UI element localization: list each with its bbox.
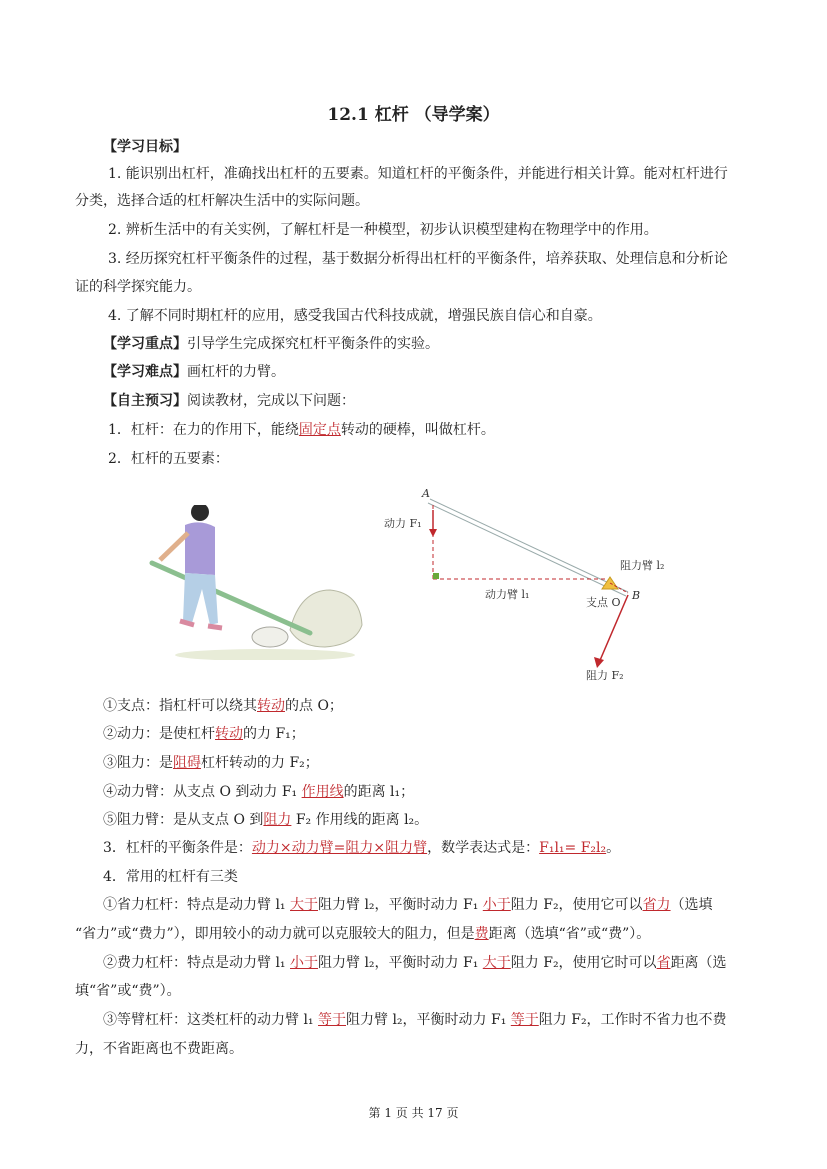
objective-3a: 3. 经历探究杠杆平衡条件的过程，基于数据分析得出杠杆的平衡条件，培养获取、处理信息和分析论 <box>108 251 728 267</box>
label-resist-arm: 阻力臂 l₂ <box>620 559 665 572</box>
difficulty-text: 画杠杆的力臂。 <box>187 364 285 380</box>
element-3 <box>103 753 319 773</box>
element-1 <box>103 696 343 716</box>
e4-text-2: 的距离 l₁； <box>343 784 415 800</box>
c2-text-d: 距离（选 <box>670 955 727 971</box>
lever-bar <box>152 563 310 633</box>
label-effort-arm: 动力臂 l₁ <box>485 588 530 601</box>
c3-text-c: 阻力 F₂，工作时不省力也不费 <box>538 1012 727 1028</box>
c2-answer-3: 省 <box>656 955 671 971</box>
e3-text-2: 杠杆转动的力 F₂； <box>201 755 319 771</box>
objective-2: 2. 辨析生活中的有关实例，了解杠杆是一种模型，初步认识模型建构在物理学中的作用。 <box>108 222 658 238</box>
preview-text: 阅读教材，完成以下问题： <box>187 393 355 409</box>
c1-answer-4: 费 <box>474 926 489 942</box>
key-point <box>103 334 439 354</box>
e4-answer: 作用线 <box>301 784 344 800</box>
class-2-line-1 <box>103 953 727 973</box>
e5-answer: 阻力 <box>263 812 292 828</box>
q3-text-2: ，数学表达式是： <box>427 840 540 856</box>
c1-answer-1: 大于 <box>290 897 318 913</box>
question-2: 2．杠杆的五要素： <box>108 451 229 467</box>
element-4 <box>103 782 414 802</box>
difficulty <box>103 362 285 382</box>
c3-text-b: 阻力臂 l₂，平衡时动力 F₁ <box>346 1012 511 1028</box>
man-arm <box>160 533 188 560</box>
e2-text-2: 的力 F₁； <box>243 726 305 742</box>
lever-illustration <box>140 505 370 660</box>
q1-text-2: 转动的硬棒，叫做杠杆。 <box>340 422 495 438</box>
c1-line2-text-2: 距离（选填“省”或“费”）。 <box>488 926 651 942</box>
class-1-line-2 <box>75 924 650 944</box>
q3-answer: 动力×动力臂=阻力×阻力臂 <box>251 840 428 856</box>
question-4: 4．常用的杠杆有三类 <box>103 869 238 885</box>
key-point-label: 【学习重点】 <box>103 336 187 352</box>
c2-text-a: ②费力杠杆：特点是动力臂 l₁ <box>103 955 290 971</box>
label-A: A <box>422 487 430 500</box>
label-effort: 动力 F₁ <box>384 517 422 530</box>
effort-arrow-head <box>429 529 437 537</box>
e3-text: ③阻力：是 <box>103 755 173 771</box>
label-resist: 阻力 F₂ <box>586 669 624 682</box>
c2-answer-1: 小于 <box>290 955 318 971</box>
question-3 <box>103 838 620 858</box>
man-trousers <box>183 573 218 625</box>
c1-text-b: 阻力臂 l₂，平衡时动力 F₁ <box>318 897 483 913</box>
resist-arrow-head <box>594 657 604 668</box>
e5-text-2: F₂ 作用线的距离 l₂。 <box>291 812 429 828</box>
ground-shadow <box>175 649 355 660</box>
page-footer: 第 1 页 共 17 页 <box>368 1106 459 1120</box>
page-title: 12.1 杠杆 （导学案） <box>327 105 500 125</box>
e2-answer: 转动 <box>215 726 243 742</box>
q3-formula: F₁l₁= F₂l₂ <box>539 840 607 856</box>
class-3-line-2: 力，不省距离也不费距离。 <box>75 1041 243 1057</box>
class-2-line-2: 填“省”或“费”）。 <box>75 983 181 999</box>
key-point-text: 引导学生完成探究杠杆平衡条件的实验。 <box>187 336 439 352</box>
e3-answer: 阻碍 <box>173 755 201 771</box>
q1-text: 1．杠杆：在力的作用下，能绕 <box>108 422 299 438</box>
lever-rod-edge-1 <box>430 499 628 592</box>
q3-text-3: 。 <box>606 840 621 856</box>
e5-text: ⑤阻力臂：是从支点 O 到 <box>103 812 264 828</box>
lever-diagram <box>380 485 680 685</box>
lever-rod-edge-2 <box>428 503 626 596</box>
c3-text-a: ③等臂杠杆：这类杠杆的动力臂 l₁ <box>103 1012 318 1028</box>
c2-text-b: 阻力臂 l₂，平衡时动力 F₁ <box>318 955 483 971</box>
question-1 <box>108 420 495 440</box>
element-5 <box>103 810 428 830</box>
small-stone <box>252 627 288 647</box>
rock <box>290 590 362 647</box>
preview-label: 【自主预习】 <box>103 393 187 409</box>
objective-4: 4. 了解不同时期杠杆的应用，感受我国古代科技成就，增强民族自信心和自豪。 <box>108 308 602 324</box>
difficulty-label: 【学习难点】 <box>103 364 187 380</box>
objectives-heading: 【学习目标】 <box>103 139 187 155</box>
man-head <box>191 505 209 521</box>
q1-answer: 固定点 <box>298 422 341 438</box>
class-3-line-1 <box>103 1010 727 1030</box>
c2-answer-2: 大于 <box>482 955 511 971</box>
e4-text: ④动力臂：从支点 O 到动力 F₁ <box>103 784 302 800</box>
e2-text: ②动力：是使杠杆 <box>103 726 215 742</box>
e1-text-2: 的点 O； <box>285 698 343 714</box>
c1-text-d: （选填 <box>670 897 713 913</box>
c2-text-c: 阻力 F₂，使用它时可以 <box>510 955 657 971</box>
man-shirt <box>185 522 215 575</box>
objective-1a: 1. 能识别出杠杆，准确找出杠杆的五要素。知道杠杆的平衡条件，并能进行相关计算。能对杠杆进行 <box>108 166 728 182</box>
c1-answer-3: 省力 <box>642 897 671 913</box>
objective-3b: 证的科学探究能力。 <box>75 279 201 295</box>
objective-1b: 分类，选择合适的杠杆解决生活中的实际问题。 <box>75 193 369 209</box>
element-2 <box>103 724 305 744</box>
e1-text: ①支点：指杠杆可以绕其 <box>103 698 257 714</box>
c1-text-c: 阻力 F₂，使用它可以 <box>510 897 643 913</box>
q3-text: 3．杠杆的平衡条件是： <box>103 840 252 856</box>
c3-answer-2: 等于 <box>510 1012 539 1028</box>
c1-text-a: ①省力杠杆：特点是动力臂 l₁ <box>103 897 290 913</box>
class-1-line-1 <box>103 895 713 915</box>
label-B: B <box>632 589 641 602</box>
label-fulcrum: 支点 O <box>586 596 621 609</box>
right-angle-mark <box>433 573 439 579</box>
c1-answer-2: 小于 <box>482 897 511 913</box>
e1-answer: 转动 <box>257 698 285 714</box>
c3-answer-1: 等于 <box>318 1012 346 1028</box>
preview <box>103 391 355 411</box>
c1-line2-text: “省力”或“费力”），即用较小的动力就可以克服较大的阻力，但是 <box>75 926 475 942</box>
